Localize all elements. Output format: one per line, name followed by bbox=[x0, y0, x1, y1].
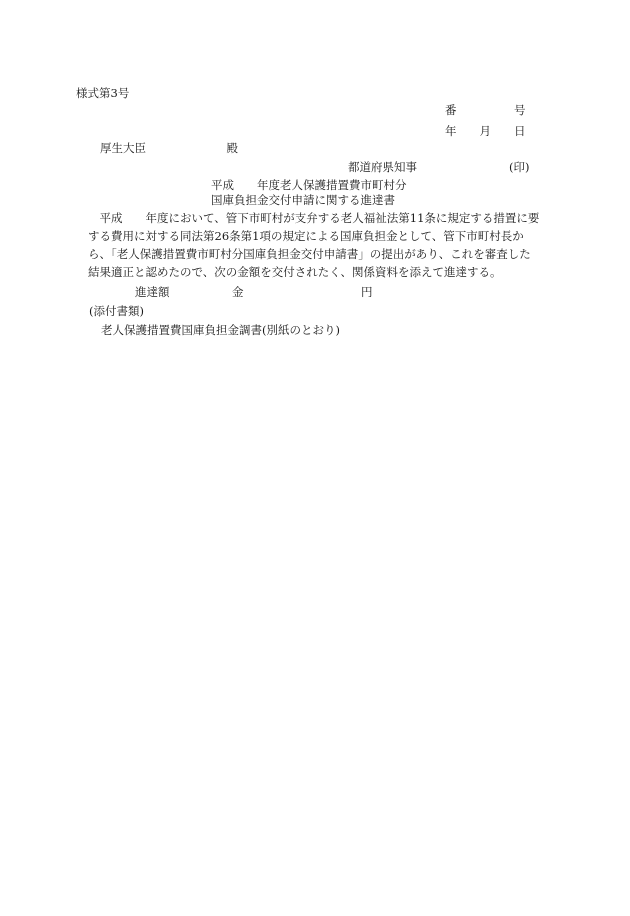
document-title-line-1: 平成 年度老人保護措置費市町村分 bbox=[211, 178, 407, 192]
attachment-item: 老人保護措置費国庫負担金調書(別紙のとおり) bbox=[101, 323, 340, 337]
body-line: する費用に対する同法第26条第1項の規定による国庫負担金として、管下市町村長か bbox=[88, 229, 524, 243]
body-line: ら、「老人保護措置費市町村分国庫負担金交付申請書」の提出があり、これを審査した bbox=[88, 247, 531, 261]
document-title-line-2: 国庫負担金交付申請に関する進達書 bbox=[211, 193, 395, 207]
amount-kin: 金 bbox=[232, 285, 244, 299]
body-line: 平成 年度において、管下市町村が支弁する老人福祉法第11条に規定する措置に要 bbox=[88, 211, 540, 225]
amount-yen: 円 bbox=[361, 285, 373, 299]
amount-label: 進達額 bbox=[135, 285, 170, 299]
sender-signature: 都道府県知事 (印) bbox=[348, 160, 530, 174]
document-number-line: 番 号 bbox=[445, 103, 526, 117]
body-line: 結果適正と認めたので、次の金額を交付されたく、関係資料を添えて進達する。 bbox=[88, 265, 502, 279]
attachments-heading: (添付書類) bbox=[89, 304, 144, 318]
form-number: 様式第3号 bbox=[76, 86, 130, 100]
document-date-line: 年 月 日 bbox=[445, 124, 526, 138]
addressee: 厚生大臣 殿 bbox=[100, 141, 238, 155]
